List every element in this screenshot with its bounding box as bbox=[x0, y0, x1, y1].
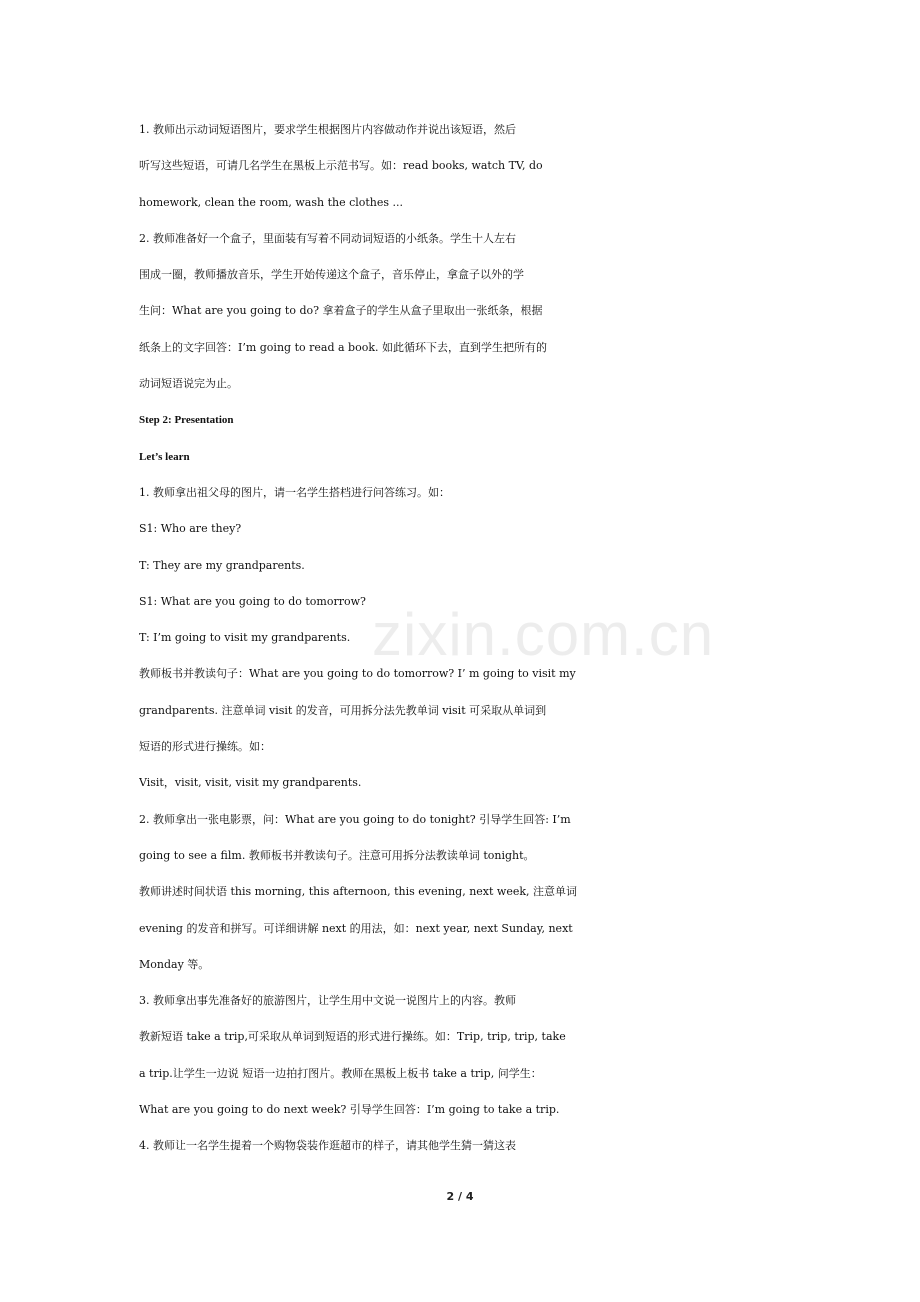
text-line: 1. 教师拿出祖父母的图片，请一名学生搭档进行问答练习。如： bbox=[139, 485, 450, 499]
document-body bbox=[139, 112, 799, 1165]
text-line: evening 的发音和拼写。可详细讲解 next 的用法，如：next year, next Sunday, next bbox=[139, 921, 573, 935]
section-heading: Step 2: Presentation bbox=[139, 414, 234, 427]
text-line: going to see a film. 教师板书并教读句子。注意可用拆分法教读单词 tonight。 bbox=[139, 848, 535, 862]
text-line: 2. 教师拿出一张电影票，问：What are you going to do tonight? 引导学生回答: I’m bbox=[139, 812, 571, 826]
text-line: T: They are my grandparents. bbox=[139, 558, 305, 572]
text-line: 短语的形式进行操练。如： bbox=[139, 740, 271, 754]
text-line: 1. 教师出示动词短语图片，要求学生根据图片内容做动作并说出该短语，然后 bbox=[139, 123, 516, 136]
text-line: homework, clean the room, wash the clothes ... bbox=[139, 195, 404, 209]
text-line: a trip.让学生一边说 短语一边拍打图片。教师在黑板上板书 take a trip, 问学生： bbox=[139, 1066, 542, 1080]
text-line: grandparents. 注意单词 visit 的发音，可用拆分法先教单词 visit 可采取从单词到 bbox=[139, 703, 547, 717]
text-line: 生问：What are you going to do? 拿着盒子的学生从盒子里取出一张纸条，根据 bbox=[139, 304, 543, 318]
text-line: Visit，visit, visit, visit my grandparents. bbox=[139, 776, 362, 790]
text-line: 纸条上的文字回答：I’m going to read a book. 如此循环下去，直到学生把所有的 bbox=[139, 340, 547, 354]
text-line: T: I’m going to visit my grandparents. bbox=[139, 631, 351, 645]
section-heading: Let’s learn bbox=[139, 450, 190, 463]
text-line: 围成一圈，教师播放音乐，学生开始传递这个盒子，音乐停止，拿盒子以外的学 bbox=[139, 268, 524, 282]
text-line: Monday 等。 bbox=[139, 957, 210, 971]
text-line: 教新短语 take a trip,可采取从单词到短语的形式进行操练。如：Trip, trip, trip, take bbox=[139, 1030, 566, 1044]
page-number: 2 / 4 bbox=[446, 1190, 474, 1203]
text-line: 3. 教师拿出事先准备好的旅游图片，让学生用中文说一说图片上的内容。教师 bbox=[139, 994, 516, 1008]
text-line: S1: What are you going to do tomorrow? bbox=[139, 594, 366, 608]
text-line: S1: Who are they? bbox=[139, 522, 242, 536]
text-line: 教师讲述时间状语 this morning, this afternoon, this evening, next week, 注意单词 bbox=[139, 885, 578, 899]
watermark: zixin.com.cn bbox=[372, 601, 715, 668]
text-line: What are you going to do next week? 引导学生回答：I’m going to take a trip. bbox=[139, 1103, 560, 1117]
text-line: 教师板书并教读句子：What are you going to do tomorrow? I’ m going to visit my bbox=[139, 667, 576, 681]
text-line: 听写这些短语，可请几名学生在黑板上示范书写。如：read books, watch TV, do bbox=[139, 159, 543, 173]
text-line: 4. 教师让一名学生提着一个购物袋装作逛超市的样子，请其他学生猜一猜这表 bbox=[139, 1139, 516, 1153]
text-line: 2. 教师准备好一个盒子，里面装有写着不同动词短语的小纸条。学生十人左右 bbox=[139, 231, 516, 245]
text-line: 动词短语说完为止。 bbox=[139, 377, 238, 391]
